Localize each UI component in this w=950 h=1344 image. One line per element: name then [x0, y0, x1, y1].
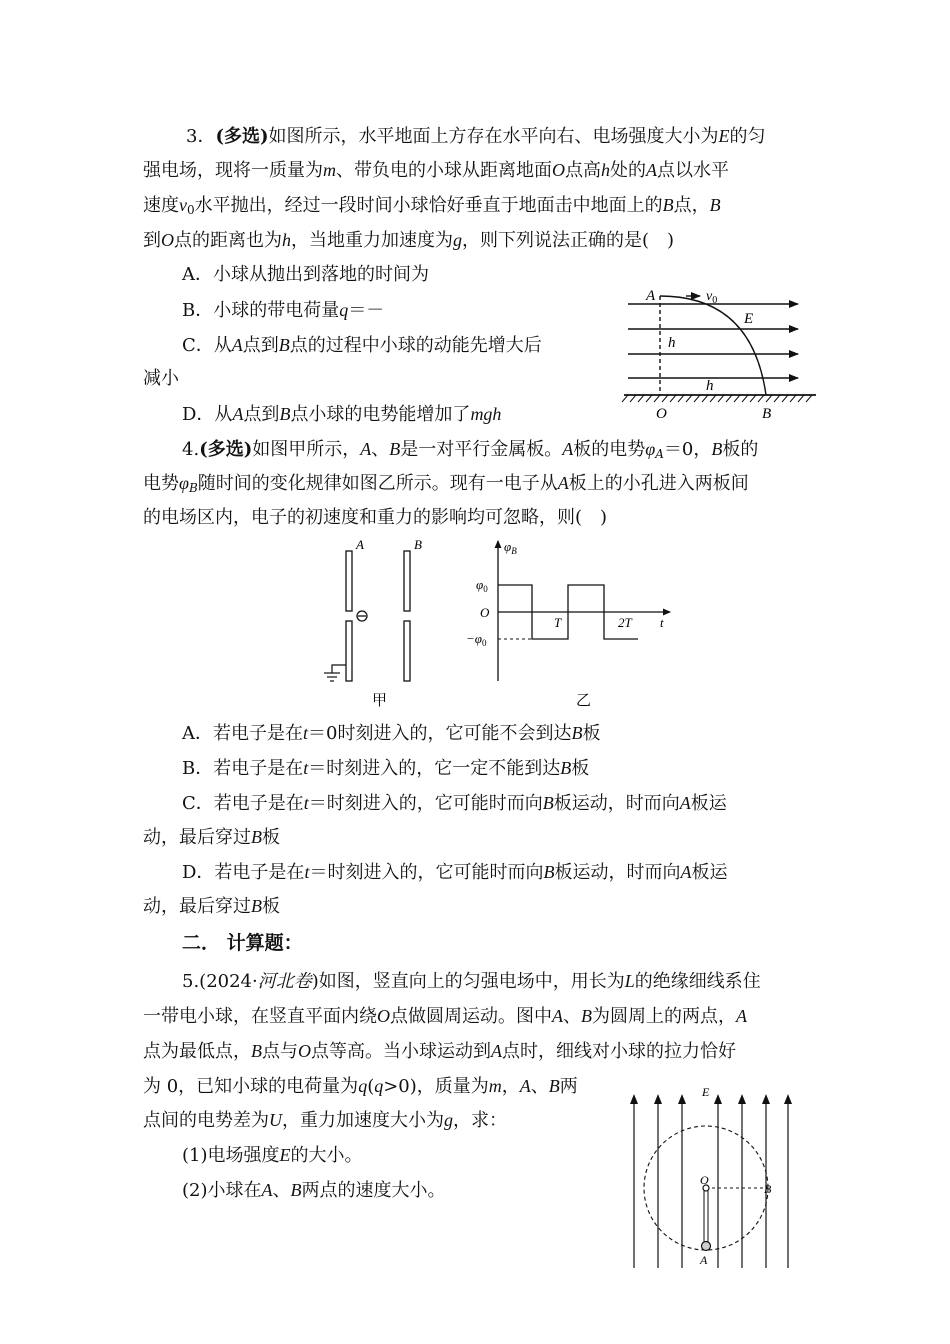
plate-A-lower: [346, 621, 352, 681]
label-T: T: [554, 615, 562, 630]
q5-subquestion-2: (2)小球在A、B两点的速度大小。: [182, 1180, 446, 1201]
label-phi0: $\varphi_0$: [476, 577, 488, 594]
ball-A: [702, 1242, 711, 1251]
label-E: E: [702, 1085, 710, 1099]
q4-option-d: D．若电子是在t＝时刻进入的，它可能时而向B板运动，时而向A板运: [182, 862, 728, 883]
q3-line-2: 强电场，现将一质量为m、带负电的小球从距离地面O点高h处的A点以水平: [143, 160, 729, 181]
plate-B-lower: [404, 621, 410, 681]
label-t: t: [660, 615, 664, 630]
q3-line-3: 速度$v_0$水平抛出，经过一段时间小球恰好垂直于地面击中地面上的B点，B: [143, 195, 721, 217]
q5-figure: [622, 1082, 798, 1272]
label-h-vertical: h: [668, 335, 676, 351]
q4-option-b: B．若电子是在t＝时刻进入的，它一定不能到达B板: [182, 758, 590, 779]
q4-line-1: 4.(多选)如图甲所示，A、B是一对平行金属板。A板的电势$\varphi_A=0$，B板的: [182, 439, 759, 461]
q4-line-3: 的电场区内，电子的初速度和重力的影响均可忽略，则( ): [143, 507, 608, 528]
q4-option-c-cont: 动，最后穿过B板: [143, 827, 280, 848]
q3-line-4: 到O点的距离也为h，当地重力加速度为g，则下列说法正确的是( ): [143, 230, 675, 251]
q4-line-2: 电势$\varphi_B$随时间的变化规律如图乙所示。现有一电子从A板上的小孔进入两板间: [143, 473, 749, 495]
ground-hatching: [622, 395, 812, 402]
q5-line-4: 为 0，已知小球的电荷量为q(q>0)，质量为m，A、B两: [143, 1076, 578, 1097]
q4-option-c: C．若电子是在t＝时刻进入的，它可能时而向B板运动，时而向A板运: [182, 793, 727, 814]
label-B: B: [764, 1182, 772, 1196]
q3-option-b: B．小球的带电荷量q＝－: [182, 300, 385, 321]
q4-option-a: A．若电子是在t＝0时刻进入的，它可能不会到达B板: [182, 723, 601, 744]
q3-option-c: C．从A点到B点的过程中小球的动能先增大后: [182, 335, 542, 356]
q4-figure-plates: [318, 535, 438, 715]
caption-jia: 甲: [372, 693, 388, 709]
q5-line-2: 一带电小球，在竖直平面内绕O点做圆周运动。图中A、B为圆周上的两点，A: [143, 1006, 747, 1027]
label-A: A: [646, 288, 656, 304]
label-neg-phi0: $-\varphi_0$: [466, 631, 487, 648]
ground-symbol: [324, 665, 346, 681]
q3-line-1: 3．(多选)如图所示，水平地面上方存在水平向右、电场强度大小为E的匀: [186, 126, 766, 147]
q4-option-d-cont: 动，最后穿过B板: [143, 896, 280, 917]
section-title-calculation: 二． 计算题：: [182, 932, 303, 954]
label-B: B: [414, 537, 422, 552]
q5-line-5: 点间的电势差为U，重力加速度大小为g，求：: [143, 1110, 507, 1131]
plate-A-upper: [346, 551, 352, 611]
q5-line-3: 点为最低点，B点与O点等高。当小球运动到A点时，细线对小球的拉力恰好: [143, 1041, 736, 1062]
label-A: A: [700, 1253, 708, 1267]
q3-option-a: A．小球从抛出到落地的时间为: [182, 264, 429, 285]
label-O: O: [700, 1173, 709, 1187]
q3-figure: [620, 280, 820, 425]
q5-subquestion-1: (1)电场强度E的大小。: [182, 1145, 363, 1166]
label-2T: 2T: [618, 615, 632, 630]
label-B: B: [762, 406, 772, 422]
q4-figure-graph: [462, 535, 682, 715]
label-A: A: [356, 537, 364, 552]
q3-option-d: D．从A点到B点小球的电势能增加了mgh: [182, 404, 502, 425]
caption-yi: 乙: [576, 693, 592, 709]
label-O: O: [656, 406, 667, 422]
label-O: O: [480, 605, 490, 620]
label-h-horizontal: h: [706, 378, 714, 394]
plate-B-upper: [404, 551, 410, 611]
label-E: E: [744, 311, 754, 327]
label-phiB: $\varphi_B$: [504, 539, 517, 556]
string: [704, 1188, 708, 1246]
q3-option-c-cont: 减小: [143, 368, 179, 389]
label-v0: $v_0$: [706, 289, 718, 306]
q5-line-1: 5.(2024·河北卷)如图，竖直向上的匀强电场中，用长为L的绝缘细线系住: [182, 971, 761, 992]
